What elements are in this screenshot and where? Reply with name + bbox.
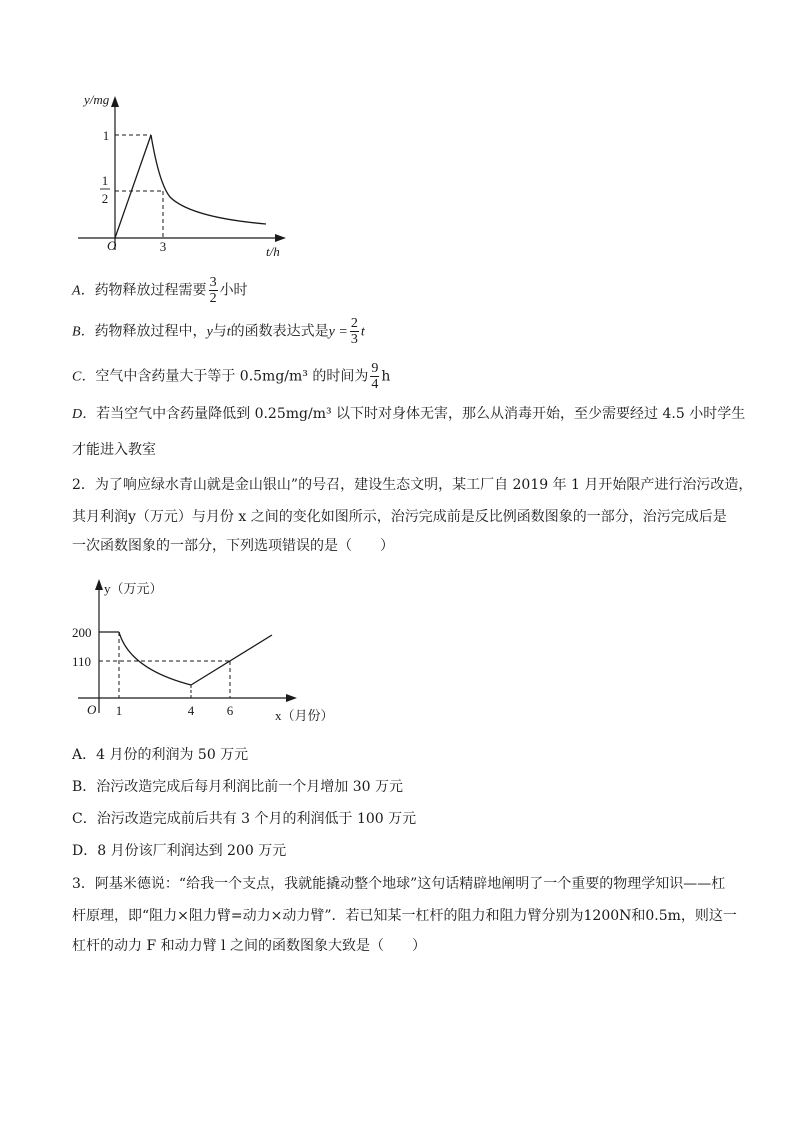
x-tick-1: 1: [115, 703, 123, 718]
q2-option-d[interactable]: D．8 月份该厂利润达到 200 万元: [72, 843, 287, 859]
q2-stem-line3: 一次函数图象的一部分，下列选项错误的是（ ）: [72, 538, 394, 554]
origin-label: O: [87, 702, 97, 717]
y-tick-half-den: 2: [101, 191, 109, 206]
y-tick-1: 1: [102, 128, 110, 143]
y-axis-arrow: [95, 579, 103, 590]
x-tick-3: 3: [159, 239, 167, 254]
q2-option-c[interactable]: C．治污改造完成前后共有 3 个月的利润低于 100 万元: [72, 811, 417, 827]
fraction-2-3: $\frac{2}{3}$: [350, 316, 358, 347]
release-segment: [115, 135, 151, 238]
option-text: 药物释放过程需要: [94, 282, 207, 299]
q1-option-c[interactable]: [72, 361, 390, 392]
graph-monthly-profit: [70, 573, 340, 728]
q1-option-b[interactable]: [72, 316, 365, 347]
q1-option-d-line1[interactable]: [72, 404, 745, 425]
x-tick-4: 4: [187, 703, 195, 718]
option-text: 空气中含药量大于等于 0.5mg/m³ 的时间为: [95, 368, 369, 385]
x-tick-6: 6: [226, 703, 234, 718]
q2-stem-line2: 其月利润y（万元）与月份 x 之间的变化如图所示，治污完成前是反比例函数图象的一部分，治污完成后是: [72, 509, 727, 525]
q3-stem-line2: 杆原理，即“阻力×阻力臂=动力×动力臂”．若已知某一杠杆的阻力和阻力臂分别为1200N和0.5m，则这一: [72, 908, 737, 924]
q3-stem-line1: 3．阿基米德说：“给我一个支点，我就能撬动整个地球”这句话精辟地阐明了一个重要的物理学知识——杠: [72, 876, 726, 892]
option-text-2: 与: [212, 323, 227, 340]
expr-lhs: y =: [328, 324, 348, 340]
option-text-3: 的函数表达式是: [230, 323, 329, 340]
origin-label: O: [107, 238, 117, 253]
q2-stem-line1: 2．为了响应绿水青山就是金山银山”的号召，建设生态文明，某工厂自 2019 年 1 月开始限产进行治污改造，: [72, 477, 753, 493]
x-axis-label: t/h: [266, 244, 280, 259]
y-axis-arrow: [111, 96, 119, 107]
var-y: y: [206, 324, 213, 340]
y-tick-half-num: 1: [101, 173, 109, 188]
option-text-tail: h: [381, 368, 391, 385]
graph-drug-concentration: [70, 90, 300, 265]
var-t: t: [226, 324, 231, 340]
expr-rhs: t: [360, 324, 365, 340]
decay-curve: [151, 135, 266, 224]
fraction-3-2: $\frac{3}{2}$: [209, 275, 217, 306]
option-letter: C．: [72, 369, 96, 385]
y-tick-200: 200: [72, 625, 92, 640]
inverse-curve: [119, 632, 191, 685]
q2-option-a[interactable]: A．4 月份的利润为 50 万元: [72, 747, 249, 763]
q1-option-d-line2: 才能进入教室: [72, 442, 156, 458]
y-axis-label: y（万元）: [104, 581, 163, 596]
option-letter: B．: [72, 324, 95, 340]
linear-segment: [191, 635, 272, 685]
y-axis-label: y/mg: [84, 92, 110, 107]
x-axis-arrow: [286, 694, 297, 702]
x-axis-arrow: [275, 234, 286, 242]
option-letter: D．: [72, 407, 97, 422]
option-text: 若当空气中含药量降低到 0.25mg/m³ 以下时对身体无害，那么从消毒开始，至少需要经过 4.5 小时学生: [96, 406, 746, 422]
option-text: 药物释放过程中，: [94, 323, 207, 340]
x-axis-label: x（月份）: [275, 708, 334, 723]
fraction-9-4: $\frac{9}{4}$: [371, 361, 379, 392]
option-text-tail: 小时: [219, 282, 248, 299]
q1-option-a[interactable]: [72, 275, 248, 306]
q3-stem-line3: 杠杆的动力 F 和动力臂 l 之间的函数图象大致是（ ）: [72, 938, 426, 954]
q2-option-b[interactable]: B．治污改造完成后每月利润比前一个月增加 30 万元: [72, 779, 404, 795]
option-letter: A．: [72, 283, 95, 299]
y-tick-110: 110: [72, 654, 92, 669]
